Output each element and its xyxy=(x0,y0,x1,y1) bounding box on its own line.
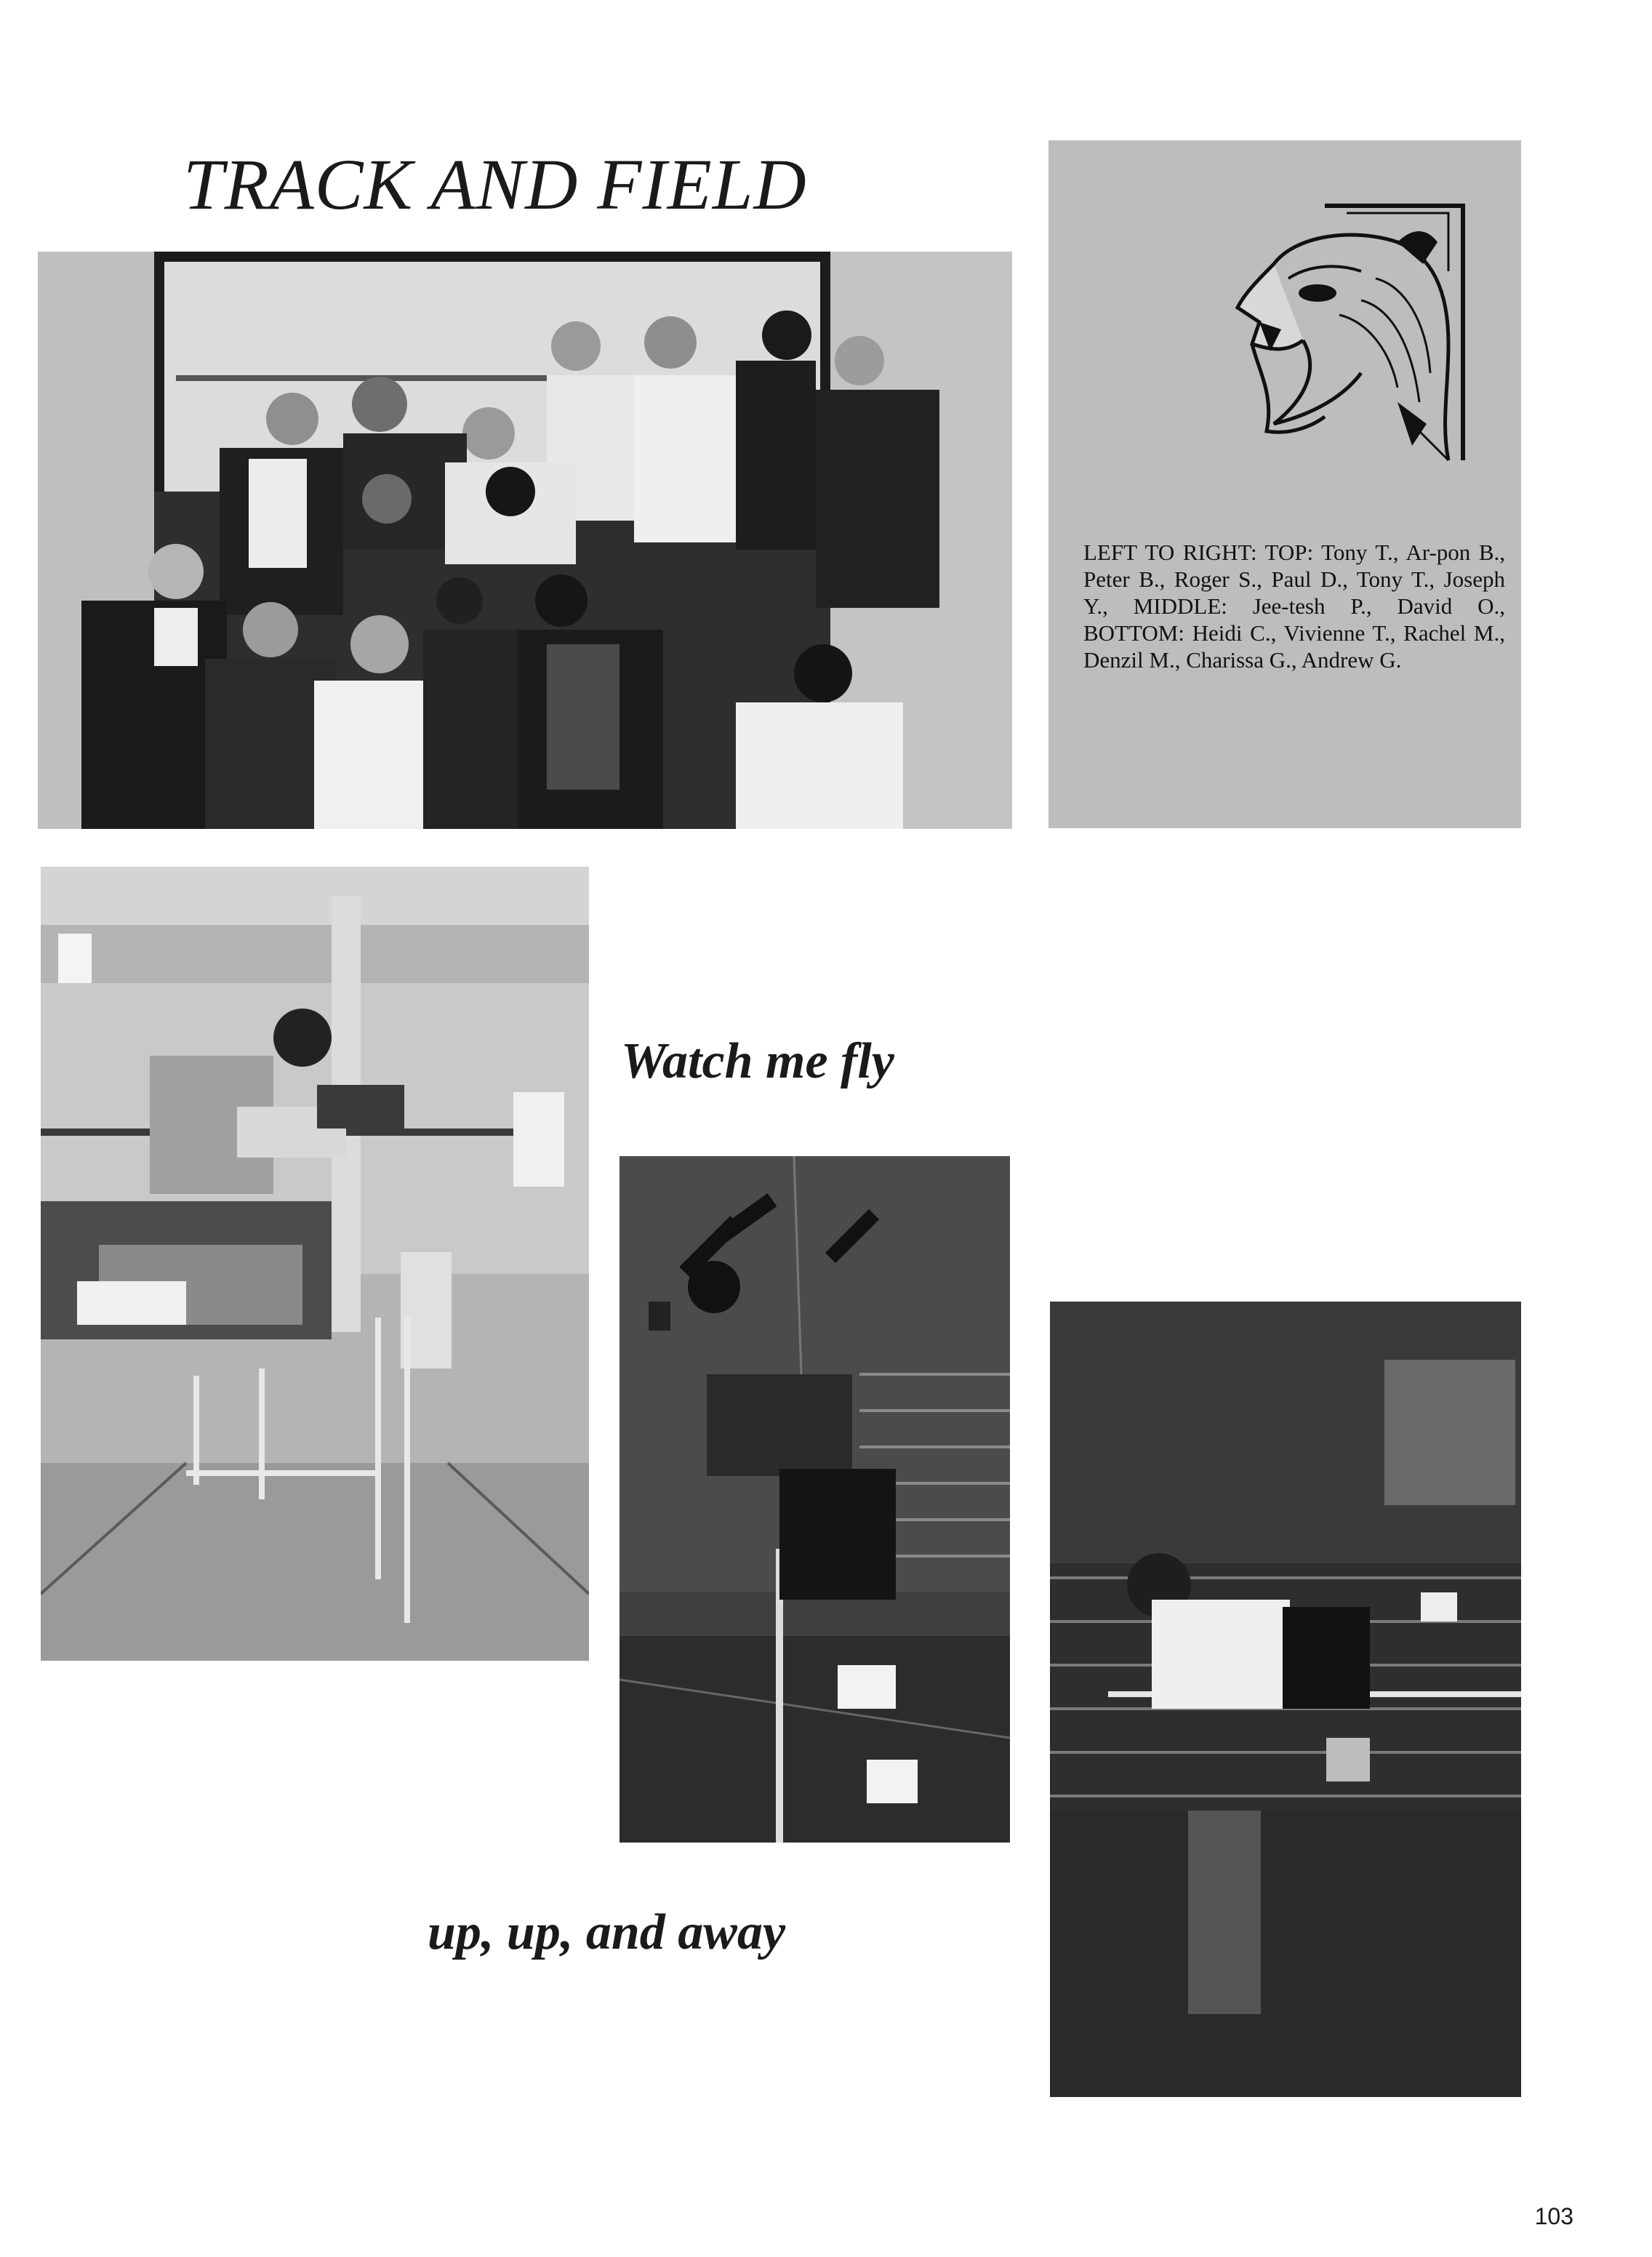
caption-watch-me-fly: Watch me fly xyxy=(621,1033,894,1089)
team-group-photo xyxy=(38,252,1012,829)
page-number: 103 xyxy=(1534,2203,1573,2229)
team-roster-panel xyxy=(1048,140,1521,828)
hurdle-jump-photo xyxy=(41,867,589,1661)
high-jump-photo-center xyxy=(620,1156,1010,1843)
roster-caption: LEFT TO RIGHT: TOP: Tony T., Ar-pon B., Peter B., Roger S., Paul D., Tony T., Joseph Y., MIDDLE: Jee-tesh P., David O., BOTTOM: Heidi C., Vivienne T., Rachel M., Denzil M., Charissa G., Andrew G. xyxy=(1083,540,1505,673)
cougar-head-icon xyxy=(1230,184,1477,475)
page-title: TRACK AND FIELD xyxy=(183,144,807,225)
high-jump-photo-right xyxy=(1050,1302,1521,2097)
caption-up-up-and-away: up, up, and away xyxy=(428,1904,786,1960)
